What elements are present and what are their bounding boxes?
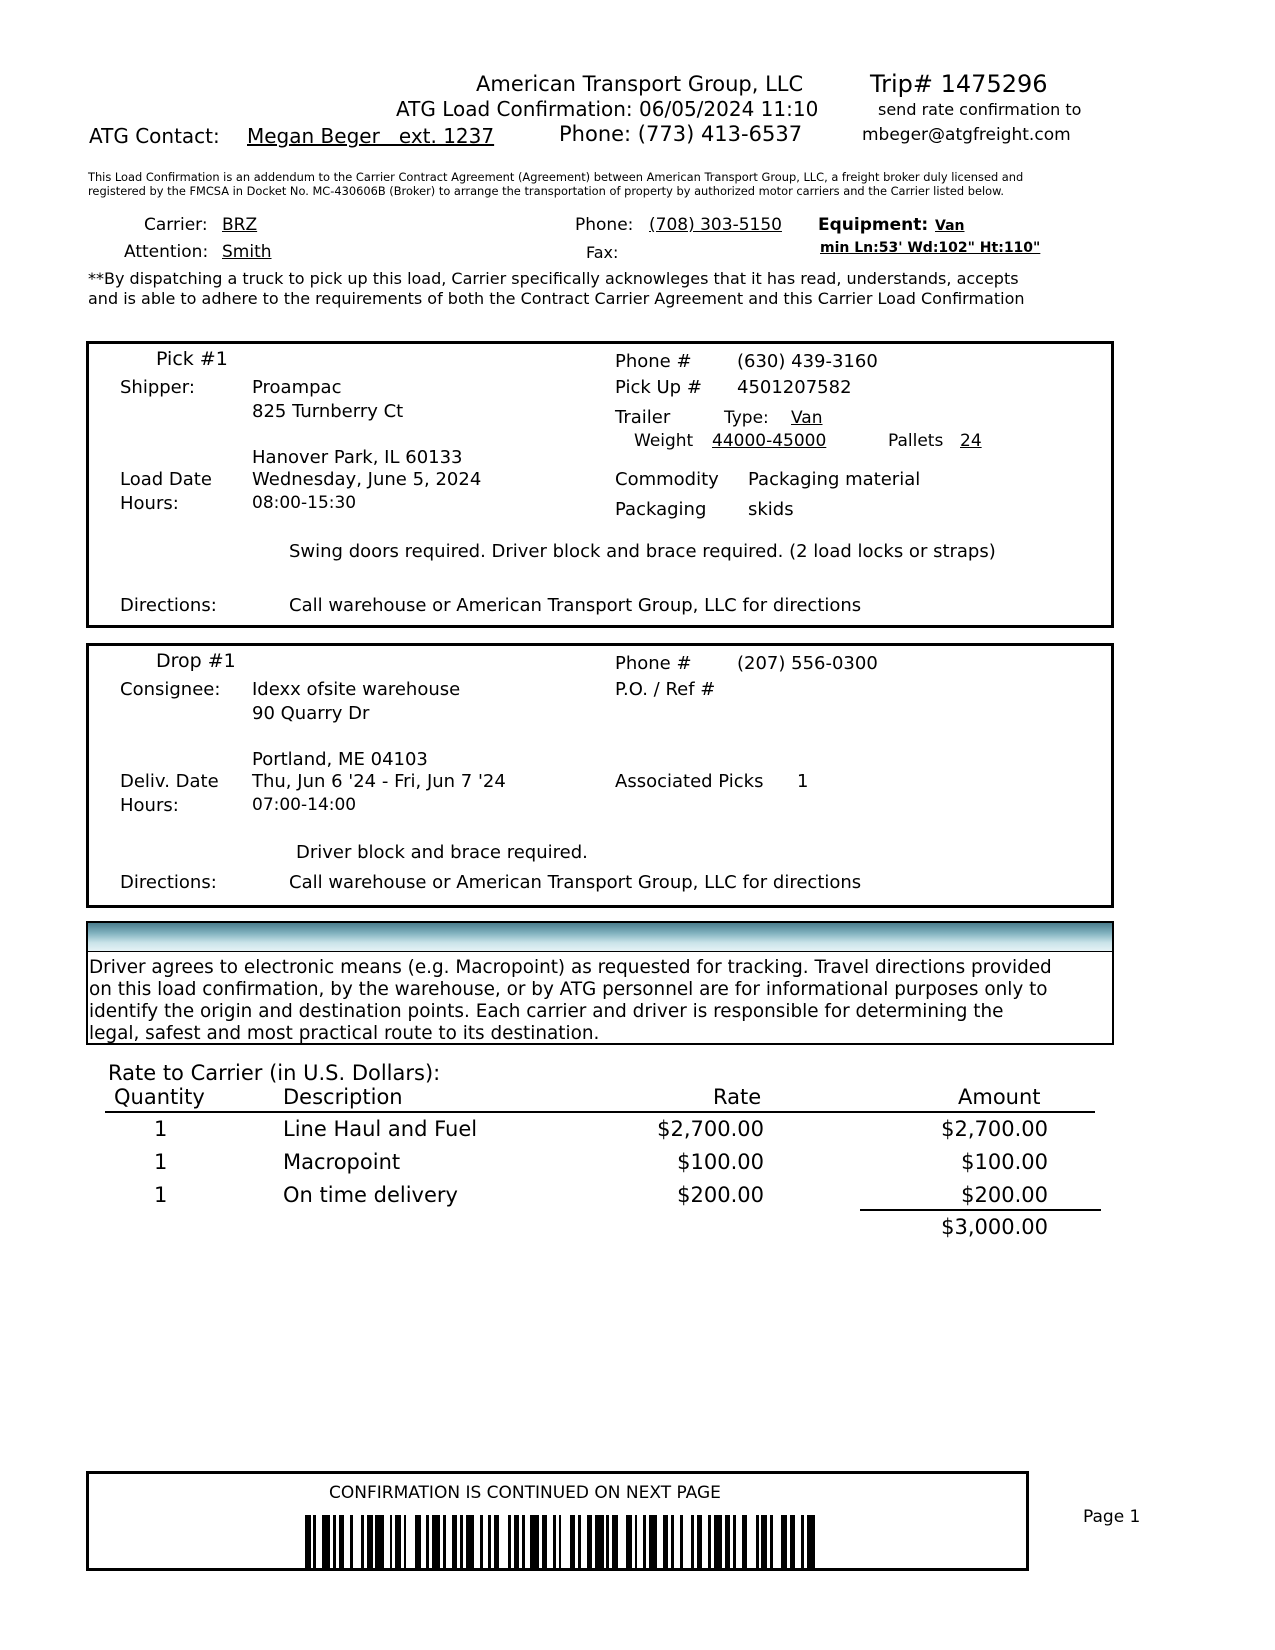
atg-contact-label: ATG Contact: [89,124,220,148]
trip-number: Trip# 1475296 [870,70,1048,98]
rate-header-amount: Amount [958,1085,1041,1109]
drop-section [86,643,1114,908]
addendum-text: This Load Confirmation is an addendum to the Carrier Contract Agreement (Agreement) between American Transport Group, LLC, a freight broker duly licensed and [88,170,1024,184]
associated-picks-value: 1 [797,771,809,792]
contact-email: mbeger@atgfreight.com [862,125,1071,145]
atg-contact-phone: Phone: (773) 413-6537 [559,122,803,146]
tracking-line: Driver agrees to electronic means (e.g. Macropoint) as requested for tracking. Travel directions provided [89,957,1052,978]
addendum-text: registered by the FMCSA in Docket No. MC-430606B (Broker) to arrange the transportation of property by authorized motor carriers and the Carrier listed below. [88,184,1005,198]
table-row [0,1150,1275,1180]
row-description: Macropoint [283,1150,401,1174]
barcode-bar [432,1515,440,1571]
pick-directions-label: Directions: [120,595,217,616]
weight-label: Weight [634,431,694,451]
pick-directions-value: Call warehouse or American Transport Group, LLC for directions [289,595,862,616]
barcode-bar [561,1515,570,1571]
barcode-bar [595,1515,604,1571]
barcode [305,1515,815,1571]
barcode-bar [499,1515,508,1571]
rate-header-description: Description [283,1085,403,1109]
barcode-bar [649,1515,657,1571]
rate-header-rate: Rate [713,1085,762,1109]
pick-notes: Swing doors required. Driver block and brace required. (2 load locks or straps) [289,541,996,562]
rate-header-rule [105,1111,1095,1113]
tracking-header-bar [88,923,1112,952]
rate-total: $3,000.00 [941,1215,1048,1239]
drop-directions-label: Directions: [120,872,217,893]
table-row [0,1117,1275,1147]
consignee-city: Portland, ME 04103 [252,749,428,770]
trailer-type-label: Type: [724,408,769,428]
drop-directions-value: Call warehouse or American Transport Group, LLC for directions [289,872,862,893]
trailer-label: Trailer [615,407,671,428]
tracking-section [86,921,1114,1045]
shipper-city: Hanover Park, IL 60133 [252,447,463,468]
pick-hours-value: 08:00-15:30 [252,493,357,513]
equipment-value: Van [935,218,965,234]
barcode-bar [353,1515,361,1571]
weight-value: 44000-45000 [712,431,827,451]
rate-title: Rate to Carrier (in U.S. Dollars): [108,1061,441,1085]
load-date-label: Load Date [120,469,212,490]
row-rate: $100.00 [677,1150,764,1174]
barcode-bar [322,1515,330,1571]
row-description: On time delivery [283,1183,458,1207]
row-quantity: 1 [154,1183,168,1207]
dispatch-notice: and is able to adhere to the requirements of both the Contract Carrier Agreement and this Carrier Load Confirmation [88,289,1025,308]
shipper-address: 825 Turnberry Ct [252,401,404,422]
dispatch-notice: **By dispatching a truck to pick up this load, Carrier specifically acknowleges that it has read, understands, accepts [88,269,1019,288]
consignee-name: Idexx ofsite warehouse [252,679,461,700]
drop-hours-value: 07:00-14:00 [252,795,357,815]
carrier-label: Carrier: [144,215,208,235]
pick-phone-value: (630) 439-3160 [737,351,878,372]
pick-section [86,341,1114,628]
equipment-dimensions: min Ln:53' Wd:102" Ht:110" [820,240,1041,256]
tracking-line: identify the origin and destination points. Each carrier and driver is responsible for determining the [89,1001,1004,1022]
barcode-bar [375,1515,384,1571]
row-amount: $2,700.00 [941,1117,1048,1141]
pickup-number-label: Pick Up # [615,377,702,398]
attention-label: Attention: [124,242,209,262]
pickup-number-value: 4501207582 [737,377,852,398]
send-rate-label: send rate confirmation to [878,100,1082,119]
packaging-value: skids [748,499,794,520]
load-date-value: Wednesday, June 5, 2024 [252,469,482,490]
drop-phone-label: Phone # [615,653,692,674]
commodity-label: Commodity [615,469,719,490]
carrier-phone-label: Phone: [575,215,634,235]
atg-contact-name: Megan Beger ext. 1237 [247,124,495,148]
barcode-bar [714,1515,722,1571]
barcode-bar [807,1515,815,1571]
confirmation-date: ATG Load Confirmation: 06/05/2024 11:10 [396,97,819,121]
page-number: Page 1 [1083,1507,1141,1527]
barcode-bar [773,1515,781,1571]
trailer-type-value: Van [791,408,823,428]
attention-value: Smith [222,242,272,262]
total-rule [860,1209,1101,1211]
row-rate: $200.00 [677,1183,764,1207]
drop-phone-value: (207) 556-0300 [737,653,878,674]
shipper-name: Proampac [252,377,342,398]
drop-title: Drop #1 [156,650,236,672]
row-amount: $100.00 [961,1150,1048,1174]
barcode-bar [683,1515,691,1571]
delivery-date-value: Thu, Jun 6 '24 - Fri, Jun 7 '24 [252,771,506,792]
company-name: American Transport Group, LLC [476,72,804,96]
commodity-value: Packaging material [748,469,921,490]
drop-notes: Driver block and brace required. [296,842,588,863]
consignee-label: Consignee: [120,679,221,700]
equipment-label: Equipment: [818,215,929,235]
pallets-label: Pallets [888,431,944,451]
barcode-bar [747,1515,756,1571]
delivery-date-label: Deliv. Date [120,771,219,792]
tracking-line: legal, safest and most practical route to its destination. [89,1023,600,1044]
pallets-value: 24 [960,431,982,451]
carrier-phone-value: (708) 303-5150 [649,215,782,235]
drop-hours-label: Hours: [120,795,179,816]
barcode-bar [466,1515,474,1571]
po-ref-label: P.O. / Ref # [615,679,716,700]
associated-picks-label: Associated Picks [615,771,764,792]
barcode-bar [530,1515,539,1571]
carrier-fax-label: Fax: [586,243,619,262]
carrier-value: BRZ [222,215,258,235]
row-amount: $200.00 [961,1183,1048,1207]
consignee-address: 90 Quarry Dr [252,703,370,724]
pick-title: Pick #1 [156,348,228,370]
rate-header-quantity: Quantity [114,1085,205,1109]
barcode-bar [618,1515,626,1571]
packaging-label: Packaging [615,499,707,520]
tracking-line: on this load confirmation, by the warehouse, or by ATG personnel are for informational purposes only to [89,979,1048,1000]
row-quantity: 1 [154,1117,168,1141]
shipper-label: Shipper: [120,377,195,398]
row-description: Line Haul and Fuel [283,1117,478,1141]
barcode-bar [406,1515,415,1571]
pick-phone-label: Phone # [615,351,692,372]
continued-notice: CONFIRMATION IS CONTINUED ON NEXT PAGE [329,1483,721,1503]
row-quantity: 1 [154,1150,168,1174]
pick-hours-label: Hours: [120,493,179,514]
row-rate: $2,700.00 [657,1117,764,1141]
